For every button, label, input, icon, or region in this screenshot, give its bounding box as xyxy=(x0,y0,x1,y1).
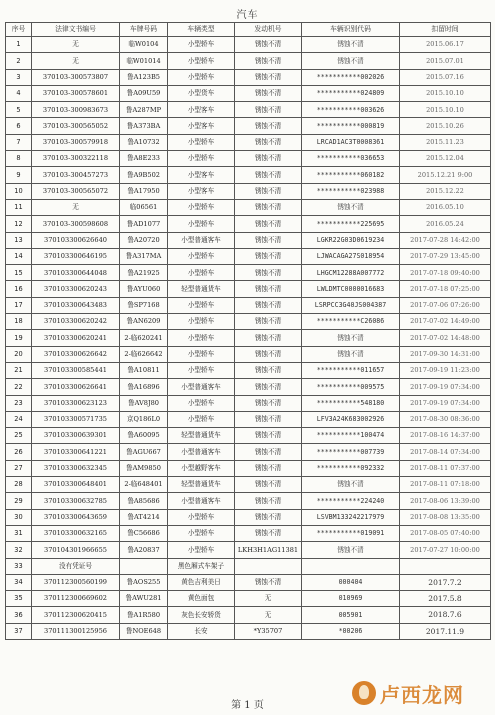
cell-plate: 鲁A123B5 xyxy=(120,69,168,85)
cell-plate: 鲁AOS255 xyxy=(120,574,168,590)
cell-detain-time: 2017.7.2 xyxy=(400,574,491,590)
cell-doc-no: 无 xyxy=(32,199,120,215)
cell-vin: ***********011657 xyxy=(302,362,400,378)
cell-vehicle-type: 小型轿车 xyxy=(168,265,235,281)
cell-plate: 京Q186L0 xyxy=(120,411,168,427)
cell-seq: 27 xyxy=(6,460,32,476)
cell-vehicle-type: 小型轿车 xyxy=(168,69,235,85)
cell-vehicle-type: 长安 xyxy=(168,623,235,639)
cell-plate: 鲁A60095 xyxy=(120,428,168,444)
cell-plate: 鲁A85686 xyxy=(120,493,168,509)
col-header-vehicle-type: 车辆类型 xyxy=(168,23,235,37)
cell-doc-no: 370104301966655 xyxy=(32,542,120,558)
cell-detain-time: 2017-08-16 14:37:00 xyxy=(400,428,491,444)
cell-doc-no: 370103-300579918 xyxy=(32,134,120,150)
cell-plate: 鲁A09U59 xyxy=(120,85,168,101)
cell-detain-time: 2017-08-06 13:39:00 xyxy=(400,493,491,509)
cell-vehicle-type: 小型轿车 xyxy=(168,37,235,53)
page-title: 汽车 xyxy=(236,10,259,21)
cell-plate: 鲁A16896 xyxy=(120,379,168,395)
cell-detain-time: 2016.05.10 xyxy=(400,199,491,215)
cell-seq: 9 xyxy=(6,167,32,183)
cell-seq: 17 xyxy=(6,297,32,313)
cell-seq: 13 xyxy=(6,232,32,248)
cell-seq: 16 xyxy=(6,281,32,297)
cell-doc-no: 370103300632345 xyxy=(32,460,120,476)
cell-seq: 21 xyxy=(6,362,32,378)
header-row xyxy=(6,23,491,37)
cell-vin: ***********000819 xyxy=(302,118,400,134)
cell-detain-time: 2017-09-30 14:31:00 xyxy=(400,346,491,362)
cell-plate: 鲁AT4214 xyxy=(120,509,168,525)
cell-doc-no: 370112300560199 xyxy=(32,574,120,590)
cell-seq: 20 xyxy=(6,346,32,362)
cell-seq: 25 xyxy=(6,428,32,444)
cell-vin: ***********C26086 xyxy=(302,314,400,330)
cell-plate: 鲁C56686 xyxy=(120,525,168,541)
cell-detain-time: 2015.12.22 xyxy=(400,183,491,199)
cell-vehicle-type: 轻型普通货车 xyxy=(168,281,235,297)
cell-doc-no: 没有凭证号 xyxy=(32,558,120,574)
cell-plate: 2-临626642 xyxy=(120,346,168,362)
cell-vin: ***********003626 xyxy=(302,102,400,118)
cell-engine-no: 锈蚀不清 xyxy=(235,525,302,541)
cell-engine-no: 锈蚀不清 xyxy=(235,428,302,444)
cell-vehicle-type: 小型普通客车 xyxy=(168,232,235,248)
cell-detain-time: 2017-07-02 14:49:00 xyxy=(400,314,491,330)
cell-detain-time: 2015.07.01 xyxy=(400,53,491,69)
cell-vehicle-type: 小型轿车 xyxy=(168,411,235,427)
cell-engine-no: 锈蚀不清 xyxy=(235,411,302,427)
cell-plate xyxy=(120,558,168,574)
cell-plate: 临06561 xyxy=(120,199,168,215)
cell-detain-time: 2015.07.16 xyxy=(400,69,491,85)
cell-engine-no: *Y35707 xyxy=(235,623,302,639)
cell-vehicle-type: 小型客车 xyxy=(168,183,235,199)
page-number: 第 1 页 xyxy=(231,700,264,711)
cell-seq: 15 xyxy=(6,265,32,281)
cell-plate: 鲁AM9850 xyxy=(120,460,168,476)
cell-vehicle-type: 小型轿车 xyxy=(168,216,235,232)
cell-doc-no: 370103300641221 xyxy=(32,444,120,460)
cell-doc-no: 370112300669602 xyxy=(32,591,120,607)
cell-engine-no: 锈蚀不清 xyxy=(235,444,302,460)
cell-engine-no: 锈蚀不清 xyxy=(235,248,302,264)
cell-doc-no: 370103300639301 xyxy=(32,428,120,444)
table-body xyxy=(6,37,491,640)
cell-seq: 19 xyxy=(6,330,32,346)
cell-doc-no: 370103300632785 xyxy=(32,493,120,509)
cell-plate: 鲁AYU060 xyxy=(120,281,168,297)
cell-detain-time: 2017-08-11 07:37:00 xyxy=(400,460,491,476)
cell-doc-no: 370103300643659 xyxy=(32,509,120,525)
cell-doc-no: 370103-300598608 xyxy=(32,216,120,232)
cell-plate: 临W0104 xyxy=(120,37,168,53)
cell-detain-time: 2017-08-14 07:34:00 xyxy=(400,444,491,460)
cell-plate: 鲁SP7168 xyxy=(120,297,168,313)
cell-plate: 鲁AD1077 xyxy=(120,216,168,232)
cell-detain-time: 2017-09-19 07:34:00 xyxy=(400,379,491,395)
cell-detain-time: 2017.5.8 xyxy=(400,591,491,607)
cell-detain-time: 2015.10.10 xyxy=(400,102,491,118)
cell-vin: ***********100474 xyxy=(302,428,400,444)
cell-engine-no xyxy=(235,558,302,574)
cell-doc-no: 370103300644048 xyxy=(32,265,120,281)
cell-engine-no: 锈蚀不清 xyxy=(235,85,302,101)
cell-seq: 28 xyxy=(6,477,32,493)
cell-detain-time: 2015.12.04 xyxy=(400,151,491,167)
cell-vehicle-type: 小型轿车 xyxy=(168,509,235,525)
cell-detain-time: 2017-07-18 09:40:00 xyxy=(400,265,491,281)
cell-vehicle-type: 小型轿车 xyxy=(168,542,235,558)
cell-vin: LWLDMTC0000016683 xyxy=(302,281,400,297)
cell-engine-no: 无 xyxy=(235,607,302,623)
cell-plate: 鲁A9B502 xyxy=(120,167,168,183)
cell-seq: 30 xyxy=(6,509,32,525)
cell-detain-time xyxy=(400,558,491,574)
cell-vehicle-type: 小型轿车 xyxy=(168,362,235,378)
cell-detain-time: 2017-07-06 07:26:00 xyxy=(400,297,491,313)
cell-detain-time: 2015.10.10 xyxy=(400,85,491,101)
cell-detain-time: 2015.06.17 xyxy=(400,37,491,53)
cell-engine-no: 锈蚀不清 xyxy=(235,297,302,313)
cell-vin: 锈蚀不清 xyxy=(302,37,400,53)
cell-vin: 锈蚀不清 xyxy=(302,330,400,346)
cell-vehicle-type: 小型轿车 xyxy=(168,53,235,69)
cell-engine-no: 锈蚀不清 xyxy=(235,362,302,378)
cell-detain-time: 2017-09-19 11:23:00 xyxy=(400,362,491,378)
cell-vehicle-type: 小型客车 xyxy=(168,118,235,134)
table-header xyxy=(6,23,491,37)
cell-seq: 31 xyxy=(6,525,32,541)
col-header-engine-no: 发动机号 xyxy=(235,23,302,37)
cell-vehicle-type: 小型轿车 xyxy=(168,395,235,411)
cell-vin: 000404 xyxy=(302,574,400,590)
cell-detain-time: 2017-08-30 08:36:00 xyxy=(400,411,491,427)
cell-engine-no: 锈蚀不清 xyxy=(235,232,302,248)
cell-doc-no: 370103-300322118 xyxy=(32,151,120,167)
cell-vin xyxy=(302,558,400,574)
cell-seq: 5 xyxy=(6,102,32,118)
cell-engine-no: 锈蚀不清 xyxy=(235,183,302,199)
cell-plate: 临W01014 xyxy=(120,53,168,69)
cell-engine-no: 锈蚀不清 xyxy=(235,330,302,346)
cell-vin: ***********548180 xyxy=(302,395,400,411)
cell-detain-time: 2017-07-27 10:00:00 xyxy=(400,542,491,558)
cell-vin: 锈蚀不清 xyxy=(302,477,400,493)
cell-vin: 锈蚀不清 xyxy=(302,53,400,69)
cell-seq: 12 xyxy=(6,216,32,232)
cell-seq: 14 xyxy=(6,248,32,264)
cell-seq: 29 xyxy=(6,493,32,509)
cell-doc-no: 370112300620415 xyxy=(32,607,120,623)
cell-doc-no: 370103300620243 xyxy=(32,281,120,297)
cell-seq: 1 xyxy=(6,37,32,53)
cell-vin: 010969 xyxy=(302,591,400,607)
cell-engine-no: 锈蚀不清 xyxy=(235,118,302,134)
cell-vehicle-type: 轻型普通货车 xyxy=(168,428,235,444)
cell-vin: *00206 xyxy=(302,623,400,639)
cell-doc-no: 370103300620241 xyxy=(32,330,120,346)
cell-vehicle-type: 小型越野客车 xyxy=(168,460,235,476)
cell-plate: 鲁A10732 xyxy=(120,134,168,150)
cell-engine-no: 锈蚀不清 xyxy=(235,493,302,509)
cell-vin: ***********092332 xyxy=(302,460,400,476)
cell-engine-no: LKH3H1AG11381 xyxy=(235,542,302,558)
cell-plate: 鲁A317MA xyxy=(120,248,168,264)
col-header-detain-time: 扣留时间 xyxy=(400,23,491,37)
cell-vin: LSVBM133242217979 xyxy=(302,509,400,525)
cell-doc-no: 370103-300983673 xyxy=(32,102,120,118)
cell-doc-no: 370103-300578601 xyxy=(32,85,120,101)
cell-detain-time: 2015.10.26 xyxy=(400,118,491,134)
cell-vehicle-type: 小型货车 xyxy=(168,85,235,101)
cell-doc-no: 370103300632165 xyxy=(32,525,120,541)
col-header-plate: 车牌号码 xyxy=(120,23,168,37)
cell-seq: 18 xyxy=(6,314,32,330)
cell-vehicle-type: 灰色长安轿货 xyxy=(168,607,235,623)
cell-doc-no: 370103300620242 xyxy=(32,314,120,330)
cell-seq: 2 xyxy=(6,53,32,69)
cell-vin: ***********224240 xyxy=(302,493,400,509)
cell-doc-no: 无 xyxy=(32,53,120,69)
cell-detain-time: 2017-07-29 13:45:00 xyxy=(400,248,491,264)
cell-vin: 锈蚀不清 xyxy=(302,346,400,362)
cell-vehicle-type: 轻型普通货车 xyxy=(168,477,235,493)
cell-doc-no: 370103300643483 xyxy=(32,297,120,313)
cell-vehicle-type: 小型轿车 xyxy=(168,297,235,313)
cell-detain-time: 2017-07-02 14:48:00 xyxy=(400,330,491,346)
cell-doc-no: 370103300585441 xyxy=(32,362,120,378)
cell-vehicle-type: 小型轿车 xyxy=(168,330,235,346)
cell-plate: 鲁A8E233 xyxy=(120,151,168,167)
cell-vehicle-type: 黑色厢式车架子 xyxy=(168,558,235,574)
cell-detain-time: 2017-08-05 07:40:00 xyxy=(400,525,491,541)
cell-seq: 35 xyxy=(6,591,32,607)
cell-doc-no: 370103300626641 xyxy=(32,379,120,395)
cell-vin: ***********019091 xyxy=(302,525,400,541)
cell-plate: 鲁A287MP xyxy=(120,102,168,118)
cell-doc-no: 370103-300565072 xyxy=(32,183,120,199)
cell-plate: 鲁AV8J80 xyxy=(120,395,168,411)
cell-doc-no: 370103-300457273 xyxy=(32,167,120,183)
cell-plate: 2-临620241 xyxy=(120,330,168,346)
cell-seq: 6 xyxy=(6,118,32,134)
cell-vehicle-type: 小型轿车 xyxy=(168,151,235,167)
cell-seq: 4 xyxy=(6,85,32,101)
cell-engine-no: 锈蚀不清 xyxy=(235,477,302,493)
cell-engine-no: 锈蚀不清 xyxy=(235,460,302,476)
cell-plate: 鲁A10811 xyxy=(120,362,168,378)
cell-vin: LGKR22G03D0619234 xyxy=(302,232,400,248)
cell-detain-time: 2016.05.24 xyxy=(400,216,491,232)
cell-detain-time: 2018.7.6 xyxy=(400,607,491,623)
cell-vin: 锈蚀不清 xyxy=(302,199,400,215)
cell-doc-no: 370103300626642 xyxy=(32,346,120,362)
cell-doc-no: 370103300648401 xyxy=(32,477,120,493)
cell-plate: 鲁AN6209 xyxy=(120,314,168,330)
cell-vehicle-type: 黄色吉利美日 xyxy=(168,574,235,590)
cell-vin: LHGCM12288A007772 xyxy=(302,265,400,281)
cell-doc-no: 370103-300573807 xyxy=(32,69,120,85)
cell-vehicle-type: 小型普通客车 xyxy=(168,493,235,509)
cell-engine-no: 锈蚀不清 xyxy=(235,265,302,281)
cell-plate: 鲁NOE648 xyxy=(120,623,168,639)
cell-vehicle-type: 小型普通客车 xyxy=(168,444,235,460)
cell-doc-no: 370103300623123 xyxy=(32,395,120,411)
cell-engine-no: 无 xyxy=(235,591,302,607)
cell-seq: 36 xyxy=(6,607,32,623)
cell-vehicle-type: 小型轿车 xyxy=(168,525,235,541)
cell-vehicle-type: 黄色面包 xyxy=(168,591,235,607)
cell-vin: ***********023988 xyxy=(302,183,400,199)
cell-seq: 23 xyxy=(6,395,32,411)
cell-seq: 11 xyxy=(6,199,32,215)
cell-engine-no: 锈蚀不清 xyxy=(235,167,302,183)
col-header-doc-no: 法律文书编号 xyxy=(32,23,120,37)
cell-seq: 3 xyxy=(6,69,32,85)
cell-engine-no: 锈蚀不清 xyxy=(235,53,302,69)
cell-detain-time: 2017.11.9 xyxy=(400,623,491,639)
cell-seq: 22 xyxy=(6,379,32,395)
cell-vin: LRCAD1AC3T0008361 xyxy=(302,134,400,150)
cell-doc-no: 370103300571735 xyxy=(32,411,120,427)
cell-vin: ***********002026 xyxy=(302,69,400,85)
cell-vehicle-type: 小型客车 xyxy=(168,167,235,183)
cell-doc-no: 370103300626640 xyxy=(32,232,120,248)
cell-vin: LSRPCC3G40JS004387 xyxy=(302,297,400,313)
cell-vehicle-type: 小型轿车 xyxy=(168,248,235,264)
cell-engine-no: 锈蚀不清 xyxy=(235,199,302,215)
cell-engine-no: 锈蚀不清 xyxy=(235,216,302,232)
cell-plate: 鲁AWU281 xyxy=(120,591,168,607)
cell-vin: 锈蚀不清 xyxy=(302,542,400,558)
cell-vehicle-type: 小型轿车 xyxy=(168,346,235,362)
cell-vehicle-type: 小型轿车 xyxy=(168,134,235,150)
cell-vin: ***********024809 xyxy=(302,85,400,101)
cell-plate: 鲁A373BA xyxy=(120,118,168,134)
cell-vin: ***********007739 xyxy=(302,444,400,460)
cell-vin: ***********036653 xyxy=(302,151,400,167)
cell-plate: 鲁A20837 xyxy=(120,542,168,558)
cell-seq: 32 xyxy=(6,542,32,558)
cell-vin: ***********060182 xyxy=(302,167,400,183)
cell-engine-no: 锈蚀不清 xyxy=(235,102,302,118)
cell-vin: ***********009575 xyxy=(302,379,400,395)
watermark-text: 卢西龙网 xyxy=(380,682,464,707)
cell-plate: 2-临648401 xyxy=(120,477,168,493)
cell-vin: 005901 xyxy=(302,607,400,623)
cell-engine-no: 锈蚀不清 xyxy=(235,574,302,590)
cell-doc-no: 无 xyxy=(32,37,120,53)
cell-vehicle-type: 小型客车 xyxy=(168,102,235,118)
cell-engine-no: 锈蚀不清 xyxy=(235,346,302,362)
col-header-vin: 车辆识别代码 xyxy=(302,23,400,37)
cell-seq: 7 xyxy=(6,134,32,150)
cell-plate: 鲁A20720 xyxy=(120,232,168,248)
cell-vehicle-type: 小型轿车 xyxy=(168,314,235,330)
col-header-seq: 序号 xyxy=(6,23,32,37)
cell-detain-time: 2015.12.21 9:00 xyxy=(400,167,491,183)
cell-seq: 24 xyxy=(6,411,32,427)
cell-vehicle-type: 小型轿车 xyxy=(168,199,235,215)
cell-engine-no: 锈蚀不清 xyxy=(235,379,302,395)
cell-seq: 8 xyxy=(6,151,32,167)
cell-engine-no: 锈蚀不清 xyxy=(235,395,302,411)
cell-vin: LFV3A24K683002926 xyxy=(302,411,400,427)
cell-vin: LJWACAGA27S018954 xyxy=(302,248,400,264)
cell-doc-no: 370103-300565052 xyxy=(32,118,120,134)
cell-seq: 10 xyxy=(6,183,32,199)
cell-detain-time: 2017-07-28 14:42:00 xyxy=(400,232,491,248)
cell-engine-no: 锈蚀不清 xyxy=(235,281,302,297)
cell-detain-time: 2017-09-19 07:34:00 xyxy=(400,395,491,411)
cell-plate: 鲁AGU667 xyxy=(120,444,168,460)
cell-engine-no: 锈蚀不清 xyxy=(235,314,302,330)
cell-seq: 33 xyxy=(6,558,32,574)
cell-vin: ***********225695 xyxy=(302,216,400,232)
impound-vehicle-table xyxy=(5,22,491,639)
cell-doc-no: 370111300125956 xyxy=(32,623,120,639)
cell-engine-no: 锈蚀不清 xyxy=(235,134,302,150)
cell-plate: 鲁A21925 xyxy=(120,265,168,281)
cell-plate: 鲁A1R580 xyxy=(120,607,168,623)
cell-detain-time: 2017-08-11 07:18:00 xyxy=(400,477,491,493)
cell-doc-no: 370103300646195 xyxy=(32,248,120,264)
cell-seq: 26 xyxy=(6,444,32,460)
cell-engine-no: 锈蚀不清 xyxy=(235,509,302,525)
cell-engine-no: 锈蚀不清 xyxy=(235,37,302,53)
cell-detain-time: 2015.11.23 xyxy=(400,134,491,150)
cell-vehicle-type: 小型普通客车 xyxy=(168,379,235,395)
cell-plate: 鲁A17950 xyxy=(120,183,168,199)
cell-seq: 37 xyxy=(6,623,32,639)
cell-engine-no: 锈蚀不清 xyxy=(235,69,302,85)
cell-seq: 34 xyxy=(6,574,32,590)
cell-detain-time: 2017-07-18 07:25:00 xyxy=(400,281,491,297)
cell-detain-time: 2017-08-08 13:35:00 xyxy=(400,509,491,525)
cell-engine-no: 锈蚀不清 xyxy=(235,151,302,167)
